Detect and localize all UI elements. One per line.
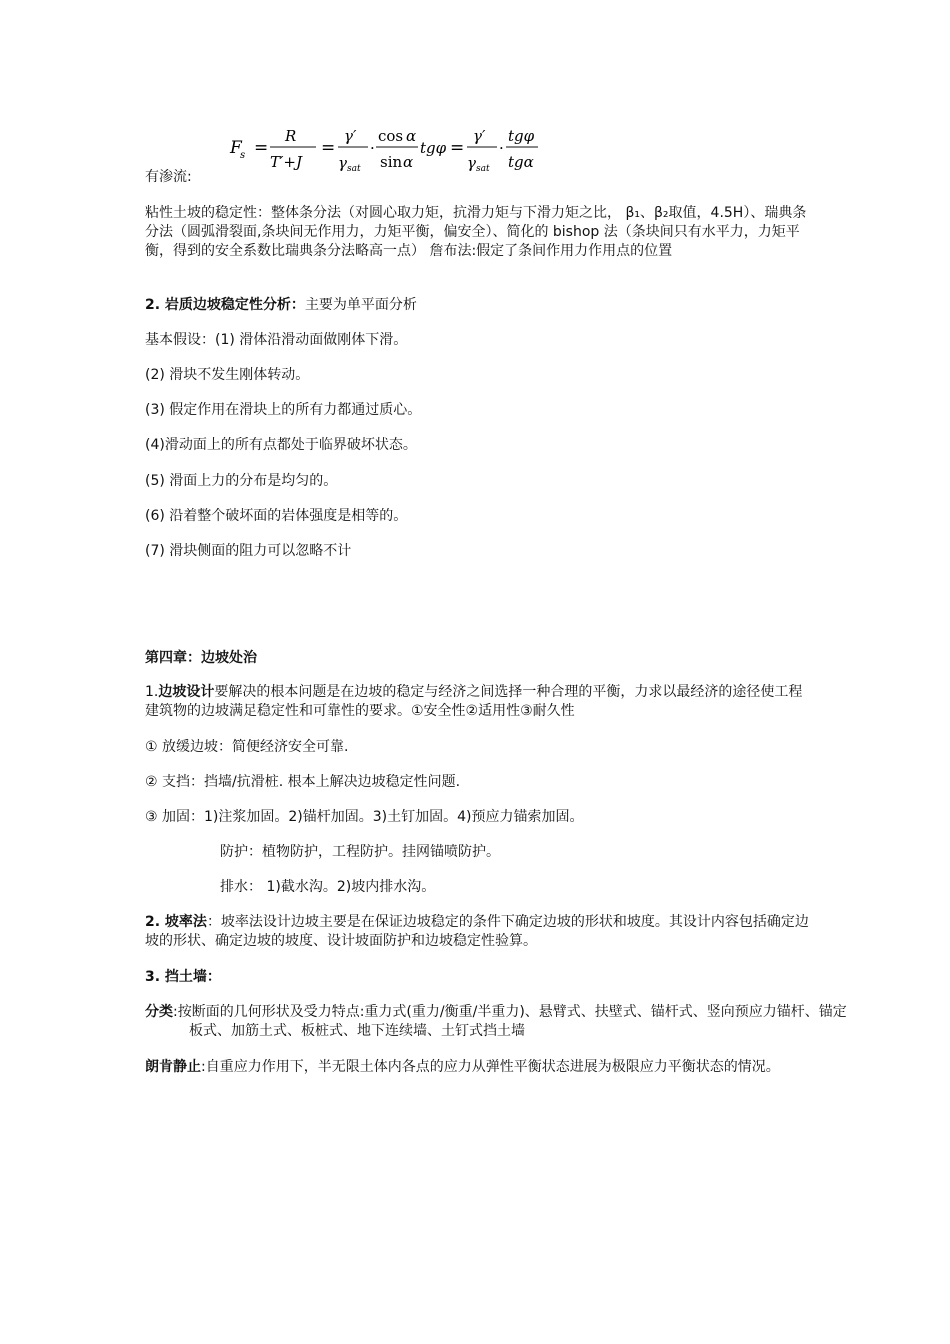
- assumption-item: 基本假设：(1) 滑体沿滑动面做刚体下滑。: [145, 332, 408, 348]
- p4-bold: 分类: [145, 1004, 173, 1020]
- svg-text:cos: cos: [378, 127, 404, 145]
- rock-slope-heading-bold: 2. 岩质边坡稳定性分析：: [145, 297, 305, 313]
- p5-bold: 朗肯静止: [145, 1059, 201, 1075]
- svg-text:=: =: [450, 138, 465, 158]
- rankine-paragraph: [145, 1058, 876, 1077]
- formula-label: 有渗流:: [145, 169, 192, 185]
- measure-sub-item: 防护：植物防护，工程防护。挂网锚喷防护。: [220, 844, 500, 860]
- assumption-item: (6) 沿着整个破坏面的岩体强度是相等的。: [145, 508, 408, 524]
- svg-text:tgφ: tgφ: [508, 127, 535, 145]
- svg-text:=: =: [321, 138, 336, 158]
- slope-design-paragraph: [145, 683, 810, 721]
- retaining-wall-heading: 3. 挡土墙：: [145, 969, 221, 985]
- rock-slope-heading-rest: 主要为单平面分析: [304, 297, 417, 313]
- measure-item: ① 放缓边坡：简便经济安全可靠.: [145, 739, 349, 755]
- p5-rest: :自重应力作用下，半无限土体内各点的应力从弹性平衡状态进展为极限应力平衡状态的情况。: [201, 1059, 780, 1075]
- measure-item: ② 支挡：挡墙/抗滑桩. 根本上解决边坡稳定性问题.: [145, 774, 461, 790]
- svg-text:sat: sat: [347, 164, 361, 174]
- measure-sub-item: 排水： 1)截水沟。2)坡内排水沟。: [220, 879, 436, 895]
- clay-slope-paragraph: 粘性土坡的稳定性：整体条分法（对圆心取力矩，抗滑力矩与下滑力矩之比， β₁、β₂取值，4.5H）、瑞典条分法（圆弧滑裂面,条块间无作用力，力矩平衡，偏安全）、简化的 bishop 法（条块间只有水平力，力矩平衡，得到的安全系数比瑞典条分法略高一点） 詹布法:假定了条间作用力作用点的位置: [145, 205, 807, 259]
- svg-text:R: R: [285, 127, 297, 145]
- svg-text:sat: sat: [476, 164, 490, 174]
- assumption-item: (3) 假定作用在滑块上的所有力都通过质心。: [145, 402, 422, 418]
- svg-text:α: α: [406, 127, 417, 145]
- assumption-item: (4)滑动面上的所有点都处于临界破坏状态。: [145, 437, 417, 453]
- assumption-item: (5) 滑面上力的分布是均匀的。: [145, 473, 338, 489]
- slope-ratio-paragraph: [145, 913, 810, 951]
- svg-text:α: α: [403, 153, 414, 171]
- p2-rest: ：坡率法设计边坡主要是在保证边坡稳定的条件下确定边坡的形状和坡度。其设计内容包括确定边坡的形状、确定边坡的坡度、设计坡面防护和边坡稳定性验算。: [145, 914, 809, 949]
- chapter-title: 第四章：边坡处治: [145, 650, 257, 666]
- p1-prefix: 1.: [145, 684, 159, 700]
- p2-bold: 2. 坡率法: [145, 914, 207, 930]
- assumption-item: (7) 滑块侧面的阻力可以忽略不计: [145, 543, 352, 559]
- svg-text:F: F: [230, 138, 242, 158]
- svg-text:tgφ: tgφ: [420, 139, 447, 157]
- svg-text:γ: γ: [467, 154, 476, 172]
- svg-text:tgα: tgα: [508, 153, 534, 171]
- svg-text:γ: γ: [338, 154, 347, 172]
- rock-slope-heading: [145, 296, 810, 315]
- p1-bold: 边坡设计: [158, 684, 215, 700]
- svg-text:=: =: [254, 138, 269, 158]
- classification-paragraph: [145, 1003, 854, 1041]
- p1-rest: 要解决的根本问题是在边坡的稳定与经济之间选择一种合理的平衡，力求以最经济的途径使工程建筑物的边坡满足稳定性和可靠性的要求。①安全性②适用性③耐久性: [145, 684, 803, 719]
- svg-text:s: s: [240, 150, 246, 161]
- svg-text:sin: sin: [380, 153, 403, 171]
- svg-text:γ′: γ′: [344, 127, 357, 145]
- svg-text:·: ·: [499, 139, 504, 157]
- p4-rest: :按断面的几何形状及受力特点:重力式(重力/衡重/半重力)、悬臂式、扶壁式、锚杆式、竖向预应力锚杆、锚定板式、加筋土式、板桩式、地下连续墙、土钉式挡土墙: [173, 1004, 847, 1039]
- svg-text:T′+J: T′+J: [270, 153, 302, 171]
- svg-text:γ′: γ′: [473, 127, 486, 145]
- svg-text:·: ·: [370, 139, 375, 157]
- measure-item: ③ 加固：1)注浆加固。2)锚杆加固。3)土钉加固。4)预应力锚索加固。: [145, 809, 584, 825]
- assumption-item: (2) 滑块不发生刚体转动。: [145, 367, 310, 383]
